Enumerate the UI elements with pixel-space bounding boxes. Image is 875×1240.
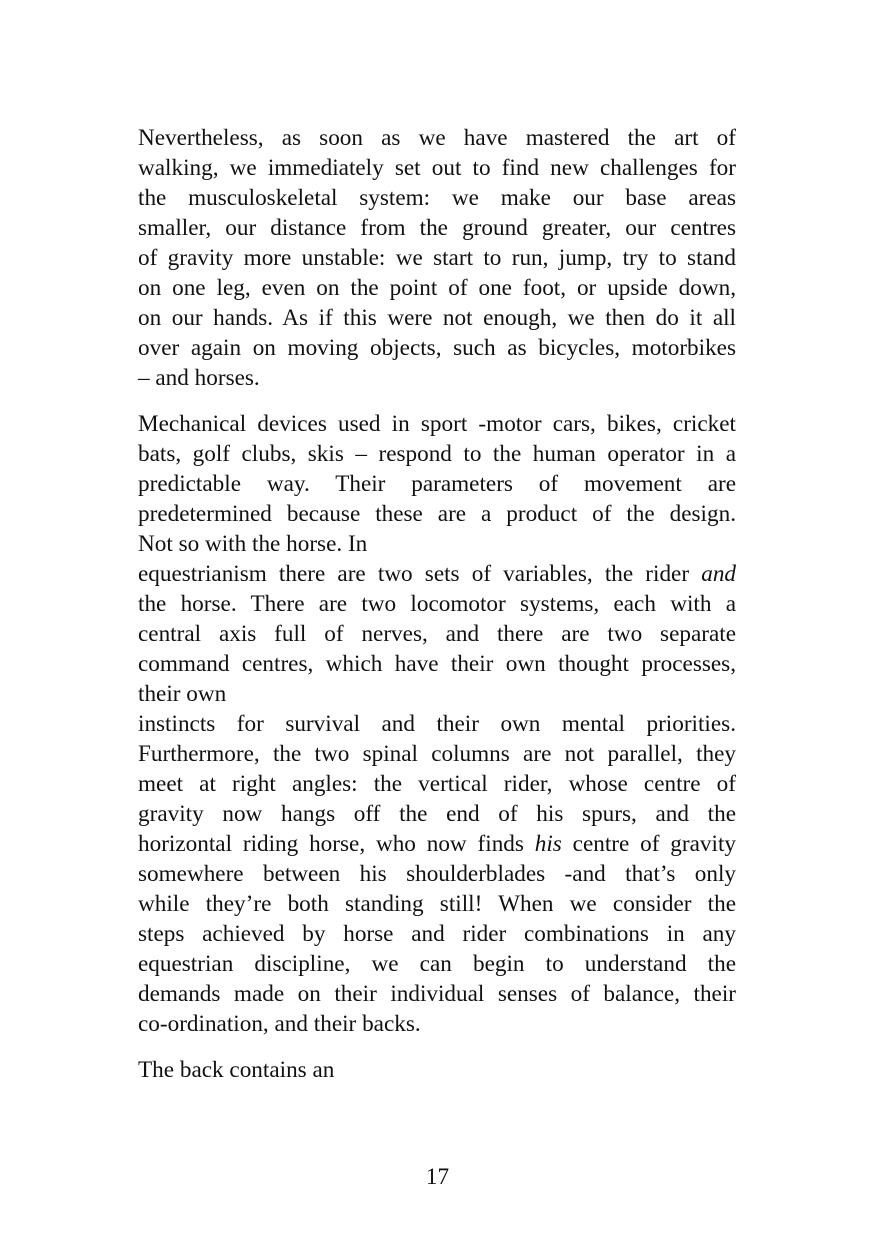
text-line: steps achieved by horse and rider combinations in any [138, 921, 736, 947]
text-line: on our hands. As if this were not enough, we then do it all [138, 305, 736, 331]
text-line: instincts for survival and their own mental priorities. [138, 711, 736, 737]
text-line: predictable way. Their parameters of movement are [138, 471, 736, 497]
text-line: while they’re both standing still! When we consider the [138, 891, 736, 917]
text-line: Mechanical devices used in sport -motor cars, bikes, cricket [138, 411, 736, 437]
text-line: gravity now hangs off the end of his spurs, and the [138, 801, 736, 827]
text-line: somewhere between his shoulderblades -and that’s only [138, 861, 736, 887]
paragraph-gap [138, 393, 736, 409]
text-segment: horizontal riding horse, who now finds [138, 831, 535, 857]
text-segment: centre of gravity [561, 831, 736, 857]
paragraph [138, 1055, 736, 1085]
text-line: Furthermore, the two spinal columns are not parallel, they [138, 741, 736, 767]
text-line: command centres, which have their own thought processes, [138, 651, 736, 677]
paragraph [138, 123, 736, 393]
text-line: their own [138, 681, 227, 707]
text-segment: equestrianism there are two sets of variables, the rider [138, 561, 702, 587]
text-line: – and horses. [138, 365, 260, 391]
italic-text: and [701, 561, 736, 587]
page-number: 17 [425, 1164, 450, 1190]
text-line: demands made on their individual senses of balance, their [138, 981, 736, 1007]
text-line: equestrian discipline, we can begin to understand the [138, 951, 736, 977]
text-line: over again on moving objects, such as bicycles, motorbikes [138, 335, 736, 361]
text-line [138, 829, 736, 859]
text-line: smaller, our distance from the ground greater, our centres [138, 215, 736, 241]
text-line: co-ordination, and their backs. [138, 1011, 421, 1037]
text-line: of gravity more unstable: we start to run, jump, try to stand [138, 245, 736, 271]
italic-text: his [534, 831, 562, 857]
text-line: walking, we immediately set out to find new challenges for [138, 155, 736, 181]
paragraph [138, 409, 736, 1039]
text-line: predetermined because these are a product of the design. [138, 501, 736, 527]
text-line: on one leg, even on the point of one foot, or upside down, [138, 275, 736, 301]
text-line: Nevertheless, as soon as we have mastered the art of [138, 125, 736, 151]
text-line: Not so with the horse. In [138, 531, 368, 557]
text-line: the musculoskeletal system: we make our base areas [138, 185, 736, 211]
body-text [138, 123, 736, 1085]
text-line: The back contains an [138, 1057, 335, 1083]
text-line: central axis full of nerves, and there are two separate [138, 621, 736, 647]
paragraph-gap [138, 1039, 736, 1055]
text-line: bats, golf clubs, skis – respond to the human operator in a [138, 441, 736, 467]
text-line: meet at right angles: the vertical rider, whose centre of [138, 771, 736, 797]
text-line: the horse. There are two locomotor systems, each with a [138, 591, 736, 617]
text-line [138, 559, 736, 589]
